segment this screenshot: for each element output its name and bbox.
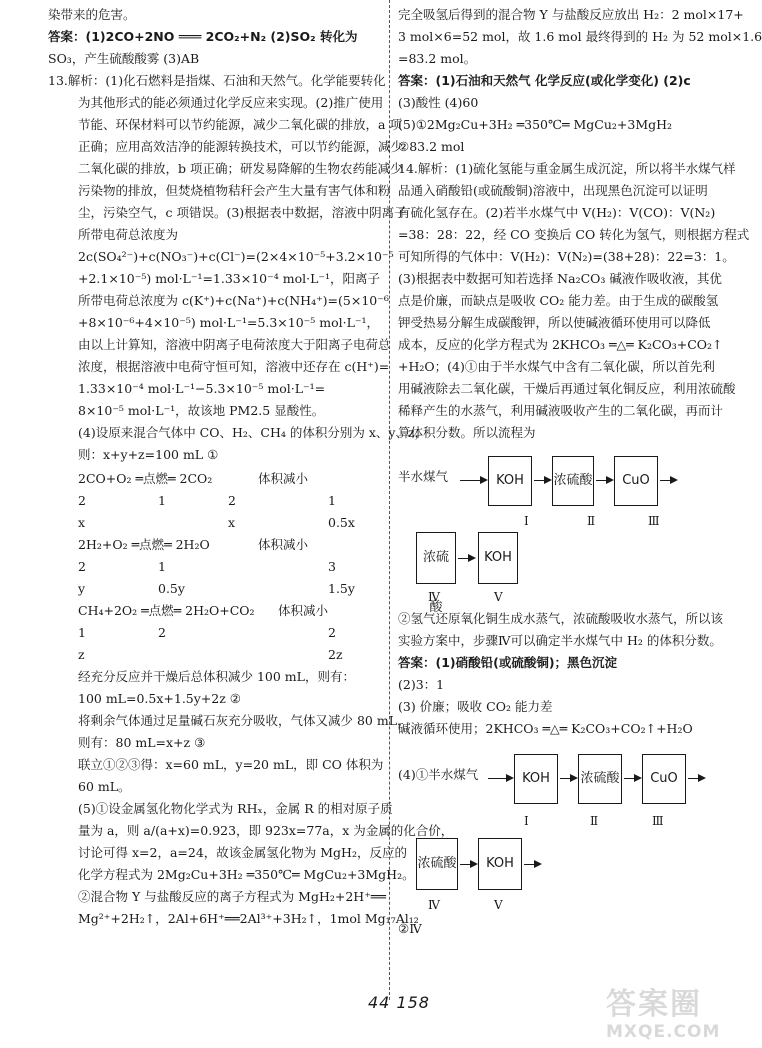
text-line: 节能、环保材料可以节约能源，减少二氧化碳的排放，a 项 [78, 117, 402, 132]
text-line: 完全吸氢后得到的混合物 Y 与盐酸反应放出 H₂：2 mol×17+ [398, 7, 744, 22]
text-line: 污染物的排放，但焚烧植物秸秆会产生大量有害气体和粉 [78, 183, 391, 198]
text-line: 可知所得的气体中：V(H₂)：V(N₂)=(38+28)：22=3：1。 [398, 249, 735, 264]
reaction-row [78, 468, 380, 490]
flow-box-sulfuric-acid: 浓硫酸 [416, 532, 456, 584]
reaction-row [78, 622, 380, 644]
text-line: (3) 价廉；吸收 CO₂ 能力差 [398, 699, 553, 714]
text-line: 成本，反应的化学方程式为 2KHCO₃ ═△═ K₂CO₃+CO₂↑ [398, 337, 723, 352]
coef [228, 578, 328, 600]
flow-arrow [460, 864, 476, 865]
flow-box-cuo: CuO [614, 456, 658, 506]
coef: 0.5x [328, 515, 355, 530]
reaction-note: 体积减小 [278, 603, 329, 618]
coef: z [78, 647, 85, 662]
flow-arrow [560, 778, 576, 779]
page-number: 44 158 [368, 993, 430, 1012]
reaction-note: 体积减小 [258, 537, 309, 552]
coef: 2 [328, 625, 336, 640]
flow-arrow [524, 864, 540, 865]
text-line: 正确；应用高效洁净的能源转换技术，可以节约能源，减少 [78, 139, 404, 154]
flow-box-koh: KOH [478, 532, 518, 584]
coef: 0.5y [158, 581, 185, 596]
text-line: 经充分反应并干燥后总体积减少 100 mL，则有： [78, 669, 355, 684]
step-label: Ⅴ [494, 590, 503, 604]
flow-arrow [458, 558, 474, 559]
step-label: Ⅰ [524, 814, 529, 828]
text-line: 点是价廉，而缺点是吸收 CO₂ 能力差。由于生成的碳酸氢 [398, 293, 719, 308]
text-line: =83.2 mol。 [398, 51, 477, 66]
formula-line: 1.33×10⁻⁴ mol·L⁻¹−5.3×10⁻⁵ mol·L⁻¹= [78, 381, 326, 396]
coef: x [78, 515, 86, 530]
reaction-row [78, 578, 380, 600]
text-line: (2)3：1 [398, 677, 445, 692]
answer-line: 答案：(1)石油和天然气 化学反应(或化学变化) (2)c [398, 73, 691, 88]
equation-1: 则：x+y+z=100 mL ① [78, 447, 219, 462]
equation-2: 100 mL=0.5x+1.5y+2z ② [78, 691, 241, 706]
reaction-equation: CH₄+2O₂ ═点燃═ 2H₂O+CO₂ [78, 603, 255, 618]
question-14-heading: 14.解析：(1)硫化氢能与重金属生成沉淀，所以将半水煤气样 [398, 161, 736, 176]
coef [228, 556, 328, 578]
text-line: (3)酸性 (4)60 [398, 95, 479, 110]
formula-line: 2c(SO₄²⁻)+c(NO₃⁻)+c(Cl⁻)=(2×4×10⁻⁵+3.2×10⁻⁵ [78, 249, 394, 264]
watermark-url: MXQE.COM [606, 1022, 721, 1042]
text-line: Mg²⁺+2H₂↑，2Al+6H⁺══2Al³⁺+3H₂↑，1mol Mg₁₇Al₁₂ [78, 911, 419, 926]
step-label: Ⅱ [590, 814, 599, 828]
coef: 2 [78, 559, 86, 574]
step-label: Ⅲ [652, 814, 664, 828]
flow-diagram-2 [398, 746, 724, 918]
question-13-heading: 13.解析：(1)化石燃料是指煤、石油和天然气。化学能要转化 [48, 73, 386, 88]
reaction-row [78, 534, 380, 556]
reaction-row [78, 600, 380, 622]
text-line: ②混合物 Y 与盐酸反应的离子方程式为 MgH₂+2H⁺══ [78, 889, 386, 904]
coef: 2 [228, 493, 236, 508]
reaction-equation: 2CO+O₂ ═点燃═ 2CO₂ [78, 471, 213, 486]
formula-line: +2.1×10⁻⁵) mol·L⁻¹=1.33×10⁻⁴ mol·L⁻¹，阳离子 [78, 271, 380, 286]
coef: 2 [78, 493, 86, 508]
formula-line: 所带电荷总浓度为 c(K⁺)+c(Na⁺)+c(NH₄⁺)=(5×10⁻⁶ [78, 293, 389, 308]
coef: x [228, 515, 236, 530]
reaction-row [78, 644, 380, 666]
text-line: 碱液循环使用；2KHCO₃ ═△═ K₂CO₃+CO₂↑+H₂O [398, 721, 693, 736]
step-label: Ⅱ [587, 514, 596, 528]
text-line: 算体积分数。所以流程为 [398, 425, 536, 440]
text-line: ②氢气还原氧化铜生成水蒸气，浓硫酸吸收水蒸气，所以该 [398, 611, 724, 626]
text-line: 二氧化碳的排放，b 项正确；研发易降解的生物农药能减少 [78, 161, 403, 176]
text-line: 讨论可得 x=2，a=24，故该金属氢化物为 MgH₂，反应的 [78, 845, 407, 860]
text-line: ②83.2 mol [398, 139, 465, 154]
text-line: 60 mL。 [78, 779, 131, 794]
coef: 1.5y [328, 581, 355, 596]
text-line: 将剩余气体通过足量碱石灰充分吸收，气体又减少 80 mL， [78, 713, 410, 728]
flow-box-koh: KOH [488, 456, 532, 506]
reaction-note: 体积减小 [258, 471, 309, 486]
reaction-block-h2 [48, 534, 380, 600]
text-line: 3 mol×6=52 mol，故 1.6 mol 最终得到的 H₂ 为 52 mol×1.6 [398, 29, 762, 44]
text-line: 量为 a，则 a/(a+x)=0.923，即 923x=77a，x 为金属的化合价， [78, 823, 454, 838]
text-line: 染带来的危害。 [48, 7, 136, 22]
text-line: (3)根据表中数据可知若选择 Na₂CO₃ 碱液作吸收液，其优 [398, 271, 722, 286]
coef: 2z [328, 647, 343, 662]
text-line: 实验方案中，步骤Ⅳ可以确定半水煤气中 H₂ 的体积分数。 [398, 633, 722, 648]
text-line: (4)设原来混合气体中 CO、H₂、CH₄ 的体积分别为 x、y、z， [78, 425, 428, 440]
text-line: 钾受热易分解生成碳酸钾，所以使碱液循环使用可以降低 [398, 315, 711, 330]
text-line: 化学方程式为 2Mg₂Cu+3H₂ ═350℃═ MgCu₂+3MgH₂。 [78, 867, 415, 882]
coef: 1 [158, 559, 166, 574]
flow-box-sulfuric-acid: 浓硫酸 [416, 838, 458, 890]
flow-box-cuo: CuO [642, 754, 686, 804]
text-line: 联立①②③得：x=60 mL，y=20 mL，即 CO 体积为 [78, 757, 384, 772]
text-line: 所带电荷总浓度为 [78, 227, 179, 242]
answer-line: 答案：(1)硝酸铅(或硫酸铜)；黑色沉淀 [398, 655, 618, 670]
formula-line: 8×10⁻⁵ mol·L⁻¹，故该地 PM2.5 显酸性。 [78, 403, 325, 418]
text-line: 尘，污染空气，c 项错误。(3)根据表中数据，溶液中阴离子 [78, 205, 407, 220]
text-line: ②Ⅳ [398, 921, 422, 936]
flow-diagram-1 [398, 452, 724, 615]
flow-arrow [460, 480, 486, 481]
text-line: 浓度，根据溶液中电荷守恒可知，溶液中还存在 c(H⁺)= [78, 359, 390, 374]
coef: 2 [158, 625, 166, 640]
text-line: =38：28：22，经 CO 变换后 CO 转化为氢气，则根据方程式 [398, 227, 750, 242]
text-line: 用碱液除去二氧化碳，干燥后再通过氧化铜反应，利用浓硫酸 [398, 381, 736, 396]
flow-start-label: 半水煤气 [398, 469, 449, 484]
step-label: Ⅰ [524, 514, 529, 528]
step-label: Ⅴ [494, 898, 503, 912]
coef [228, 644, 328, 666]
coef [158, 512, 228, 534]
coef: y [78, 581, 86, 596]
step-label: Ⅳ [428, 898, 440, 912]
reaction-block-co [48, 468, 380, 534]
text-line: +H₂O；(4)①由于半水煤气中含有二氧化碳，所以首先利 [398, 359, 715, 374]
flow-arrow [488, 778, 512, 779]
flow-arrow [624, 778, 640, 779]
coef: 1 [78, 625, 86, 640]
flow-arrow [534, 480, 550, 481]
text-line: 品通入硝酸铅(或硫酸铜)溶液中，出现黑色沉淀可以证明 [398, 183, 708, 198]
formula-line: +8×10⁻⁶+4×10⁻⁵) mol·L⁻¹=5.3×10⁻⁵ mol·L⁻¹， [78, 315, 380, 330]
flow-arrow [596, 480, 612, 481]
flow-box-sulfuric-acid: 浓硫酸 [552, 456, 594, 506]
text-line: 稀释产生的水蒸气，利用碱液吸收产生的二氧化碳，再而计 [398, 403, 724, 418]
text-line: SO₃，产生硫酸酸雾 (3)AB [48, 51, 200, 66]
answer-line: 答案：(1)2CO+2NO ═══ 2CO₂+N₂ (2)SO₂ 转化为 [48, 29, 358, 44]
reaction-equation: 2H₂+O₂ ═点燃═ 2H₂O [78, 537, 210, 552]
coef [158, 644, 228, 666]
coef: 1 [328, 493, 336, 508]
text-line: 有硫化氢存在。(2)若半水煤气中 V(H₂)：V(CO)：V(N₂) [398, 205, 716, 220]
reaction-row [78, 512, 380, 534]
reaction-row [78, 556, 380, 578]
flow-box-koh: KOH [478, 838, 522, 890]
step-label: Ⅳ [428, 590, 440, 604]
flow-arrow [688, 778, 704, 779]
coef: 1 [158, 493, 166, 508]
flow-box-sulfuric-acid: 浓硫酸 [578, 754, 622, 804]
text-line: (5)①2Mg₂Cu+3H₂ ═350℃═ MgCu₂+3MgH₂ [398, 117, 673, 132]
watermark-title: 答案圈 [606, 987, 702, 1022]
watermark-logo [606, 988, 746, 1046]
text-line: 由以上计算知，溶液中阴离子电荷浓度大于阳离子电荷总 [78, 337, 391, 352]
flow-box-koh: KOH [514, 754, 558, 804]
flow-arrow [660, 480, 676, 481]
equation-3: 则有：80 mL=x+z ③ [78, 735, 206, 750]
coef: 3 [328, 559, 336, 574]
reaction-block-ch4 [48, 600, 380, 666]
text-line: (5)①设金属氢化物化学式为 RHₓ，金属 R 的相对原子质 [78, 801, 393, 816]
text-line: 为其他形式的能必须通过化学反应来实现。(2)推广使用 [78, 95, 384, 110]
reaction-row [78, 490, 380, 512]
flow-start-label: (4)①半水煤气 [398, 767, 479, 782]
coef [228, 622, 328, 644]
step-label: Ⅲ [648, 514, 660, 528]
right-column [398, 4, 762, 940]
